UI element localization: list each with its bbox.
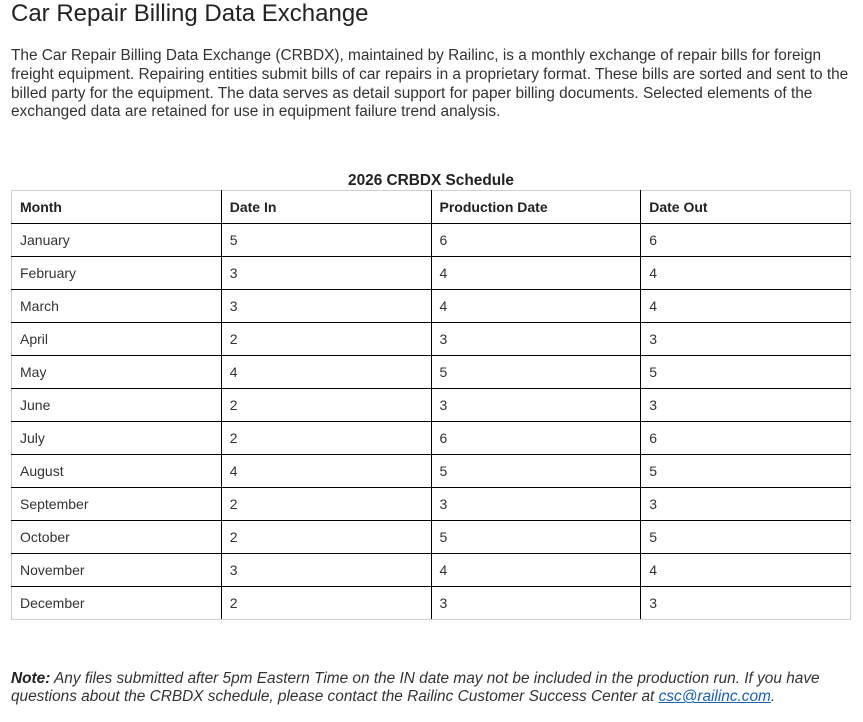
cell-date-out: 6: [641, 224, 851, 257]
cell-date-in: 4: [221, 356, 431, 389]
cell-date-out: 4: [641, 290, 851, 323]
note-end: .: [770, 688, 776, 706]
cell-date-out: 3: [641, 389, 851, 422]
table-row: [12, 389, 851, 422]
cell-month: October: [12, 521, 222, 554]
page-content: [11, 0, 851, 722]
table-row: [12, 455, 851, 488]
cell-date-out: 5: [641, 356, 851, 389]
cell-date-in: 2: [221, 488, 431, 521]
cell-date-in: 2: [221, 587, 431, 620]
cell-date-out: 3: [641, 323, 851, 356]
cell-date-in: 4: [221, 455, 431, 488]
cell-date-in: 3: [221, 257, 431, 290]
cell-date-in: 3: [221, 290, 431, 323]
cell-month: January: [12, 224, 222, 257]
cell-date-out: 5: [641, 521, 851, 554]
cell-production-date: 3: [431, 488, 641, 521]
cell-month: November: [12, 554, 222, 587]
schedule-table: [11, 190, 851, 620]
cell-production-date: 4: [431, 290, 641, 323]
cell-date-in: 5: [221, 224, 431, 257]
table-row: [12, 587, 851, 620]
column-header-month: Month: [12, 191, 222, 224]
cell-month: May: [12, 356, 222, 389]
email-link[interactable]: csc@railinc.com: [658, 688, 771, 706]
cell-month: September: [12, 488, 222, 521]
table-row: [12, 356, 851, 389]
cell-month: April: [12, 323, 222, 356]
column-header-production-date: Production Date: [431, 191, 641, 224]
cell-month: February: [12, 257, 222, 290]
cell-month: December: [12, 587, 222, 620]
cell-production-date: 4: [431, 554, 641, 587]
column-header-date-out: Date Out: [641, 191, 851, 224]
cell-month: August: [12, 455, 222, 488]
cell-date-out: 6: [641, 422, 851, 455]
table-row: [12, 488, 851, 521]
table-row: [12, 422, 851, 455]
intro-paragraph: The Car Repair Billing Data Exchange (CRBDX), maintained by Railinc, is a monthly exchange of repair bills for foreign freight equipment. Repairing entities submit bills of car repairs in a proprietary format. These bills are sorted and sent to the billed party for the equipment. The data serves as detail support for paper billing documents. Selected elements of the exchanged data are retained for use in equipment failure trend analysis.: [11, 47, 849, 121]
table-row: [12, 224, 851, 257]
page-title: Car Repair Billing Data Exchange: [11, 0, 369, 27]
cell-date-in: 2: [221, 521, 431, 554]
table-row: [12, 323, 851, 356]
cell-date-in: 2: [221, 422, 431, 455]
table-header-row: [12, 191, 851, 224]
cell-date-out: 4: [641, 554, 851, 587]
note-paragraph: [11, 670, 851, 706]
table-row: [12, 257, 851, 290]
cell-date-out: 5: [641, 455, 851, 488]
cell-date-out: 3: [641, 488, 851, 521]
cell-date-in: 2: [221, 323, 431, 356]
cell-date-in: 3: [221, 554, 431, 587]
table-row: [12, 290, 851, 323]
cell-date-out: 3: [641, 587, 851, 620]
cell-production-date: 5: [431, 356, 641, 389]
column-header-date-in: Date In: [221, 191, 431, 224]
table-row: [12, 521, 851, 554]
cell-date-in: 2: [221, 389, 431, 422]
cell-production-date: 6: [431, 422, 641, 455]
cell-production-date: 3: [431, 323, 641, 356]
note-text: Any files submitted after 5pm Eastern Time on the IN date may not be included in the production run. If you have questions about the CRBDX schedule, please contact the Railinc Customer Success Center at: [11, 670, 820, 706]
note-label: Note:: [11, 670, 51, 688]
cell-production-date: 6: [431, 224, 641, 257]
cell-production-date: 3: [431, 587, 641, 620]
schedule-caption: 2026 CRBDX Schedule: [348, 172, 514, 190]
cell-production-date: 5: [431, 521, 641, 554]
table-row: [12, 554, 851, 587]
cell-month: June: [12, 389, 222, 422]
cell-production-date: 5: [431, 455, 641, 488]
schedule-table-body: [12, 224, 851, 620]
cell-production-date: 4: [431, 257, 641, 290]
cell-production-date: 3: [431, 389, 641, 422]
cell-date-out: 4: [641, 257, 851, 290]
cell-month: July: [12, 422, 222, 455]
cell-month: March: [12, 290, 222, 323]
